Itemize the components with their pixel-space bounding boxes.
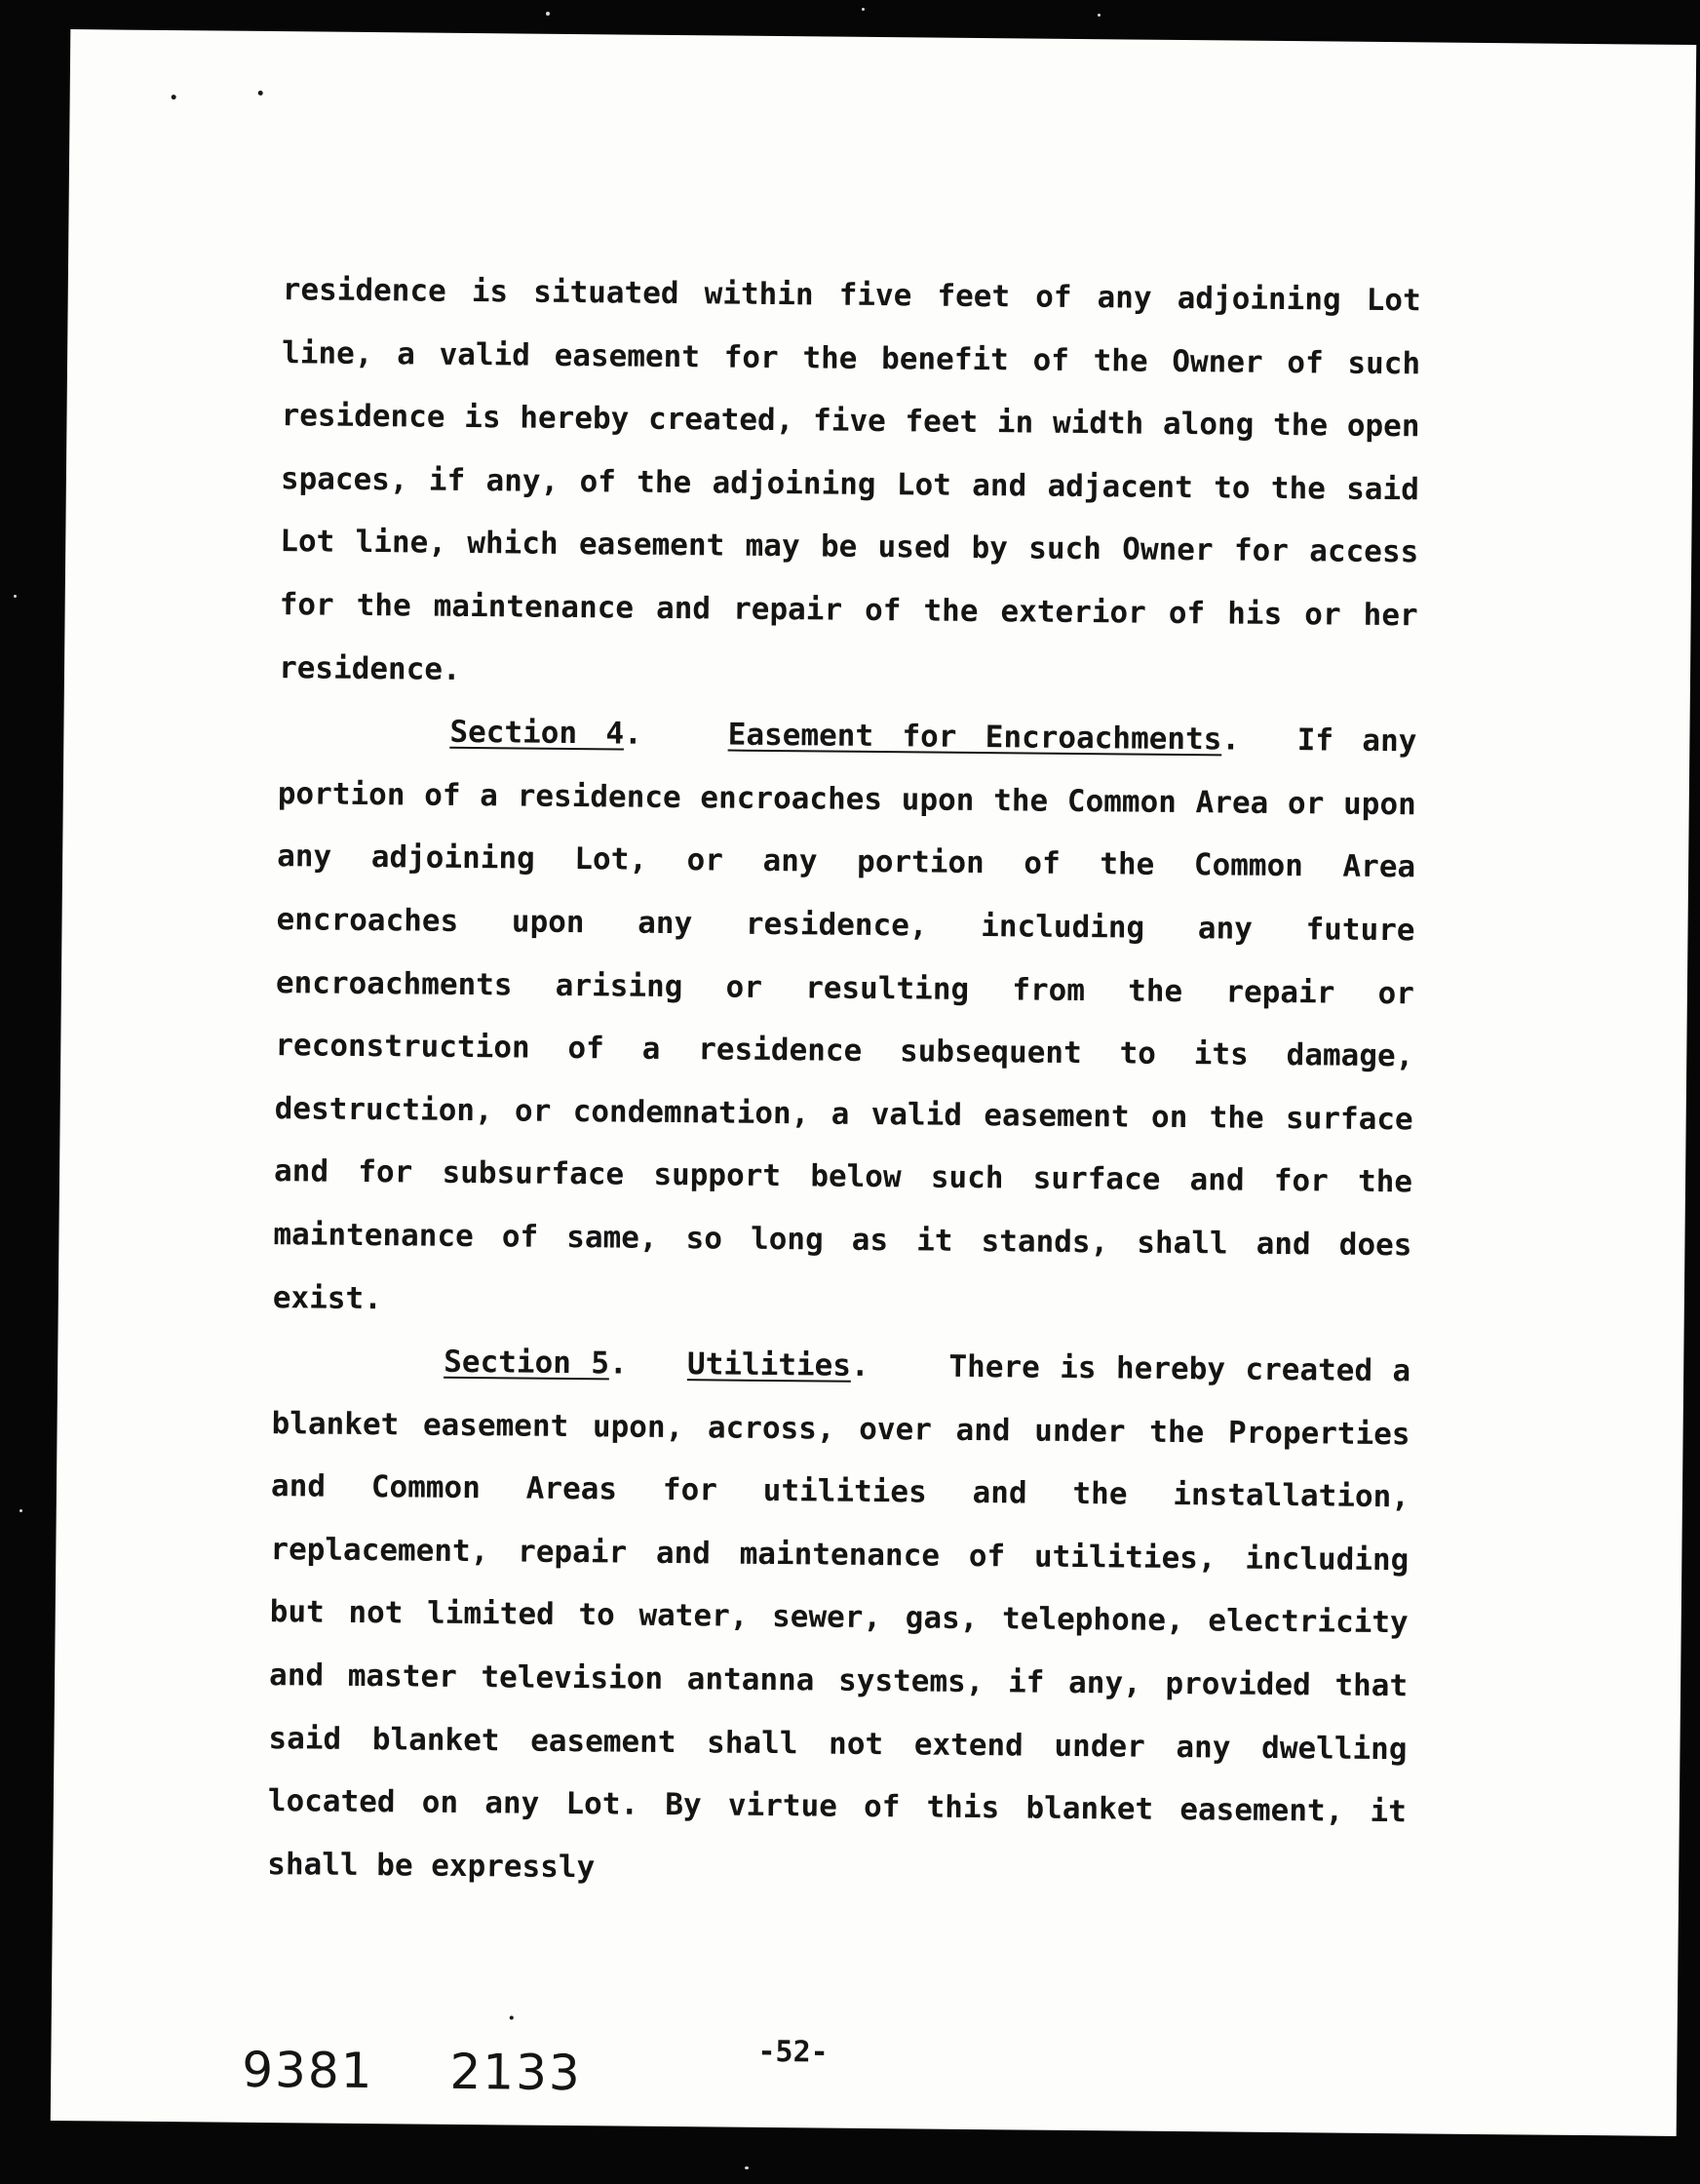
scan-speck xyxy=(546,12,550,16)
section-4-label: Section 4 xyxy=(449,714,625,752)
page-speck xyxy=(510,2015,514,2019)
section-4-text: If any portion of a residence encroaches upon the Common Area or upon any adjoining Lot, or any portion of the Common Area encroaches upon any residence, including any future encroachments arising or resulting from the repair or reconstruction of a residence subsequent to its damage, destruction, or condemnation, a valid easement on the surface and for subsurface support below such surface and for the maintenance of same, so long as it stands, shall and does exist. xyxy=(272,722,1417,1316)
section-5-paragraph: Section 5. Utilities. There is hereby created a blanket easement upon, across, over and under the Properties and Common Areas for utilities and the installation, replacement, repair and maintenance of utilities, including but not limited to water, sewer, gas, telephone, electricity and master television antanna systems, if any, provided that said blanket easement shall not extend under any dwelling located on any Lot. By virtue of this blanket easement, it shall be expressly xyxy=(267,1344,1411,1886)
section-4-heading: Easement for Encroachments xyxy=(727,717,1222,758)
page-speck xyxy=(172,95,176,99)
section-5-heading: Utilities xyxy=(686,1346,852,1384)
scan-speck xyxy=(1098,14,1101,17)
page-speck xyxy=(258,91,263,96)
section-5-label: Section 5 xyxy=(444,1344,610,1382)
scan-speck xyxy=(745,2166,749,2169)
paragraph-text: residence is situated within five feet of any adjoining Lot line, a valid easement for the benefit of the Owner of such residence is hereby created, five feet in width along the open spaces, if any, of the adjoining Lot and adjacent to the said Lot line, which easement may be used by such Owner for access for the maintenance and repair of the exterior of his or her residence. xyxy=(278,272,1421,687)
document-body xyxy=(267,258,1421,1907)
scan-speck xyxy=(862,8,865,11)
page-number: -52- xyxy=(757,2034,829,2070)
book-page-number: 2133 xyxy=(449,2043,583,2102)
section-5-text: There is hereby created a blanket easement upon, across, over and under the Properties and Common Areas for utilities and the installation, replacement, repair and maintenance of utilities, including but not limited to water, sewer, gas, telephone, electricity and master television antanna systems, if any, provided that said blanket easement shall not extend under any dwelling located on any Lot. By virtue of this blanket easement, it shall be expressly xyxy=(267,1348,1411,1886)
scan-speck xyxy=(14,595,17,598)
document-page xyxy=(51,29,1697,2136)
book-number: 9381 xyxy=(241,2041,374,2100)
paragraph-continuation xyxy=(279,258,1421,710)
scan-speck xyxy=(19,1509,22,1512)
section-4-paragraph: Section 4. Easement for Encroachments. If any portion of a residence encroaches upon the Common Area or upon any adjoining Lot, or any portion of the Common Area encroaches upon any residence, including any future encroachments arising or resulting from the repair or reconstruction of a residence subsequent to its damage, destruction, or condemnation, a valid easement on the surface and for subsurface support below such surface and for the maintenance of same, so long as it stands, shall and does exist. xyxy=(272,714,1417,1316)
book-page-reference xyxy=(242,2042,582,2101)
